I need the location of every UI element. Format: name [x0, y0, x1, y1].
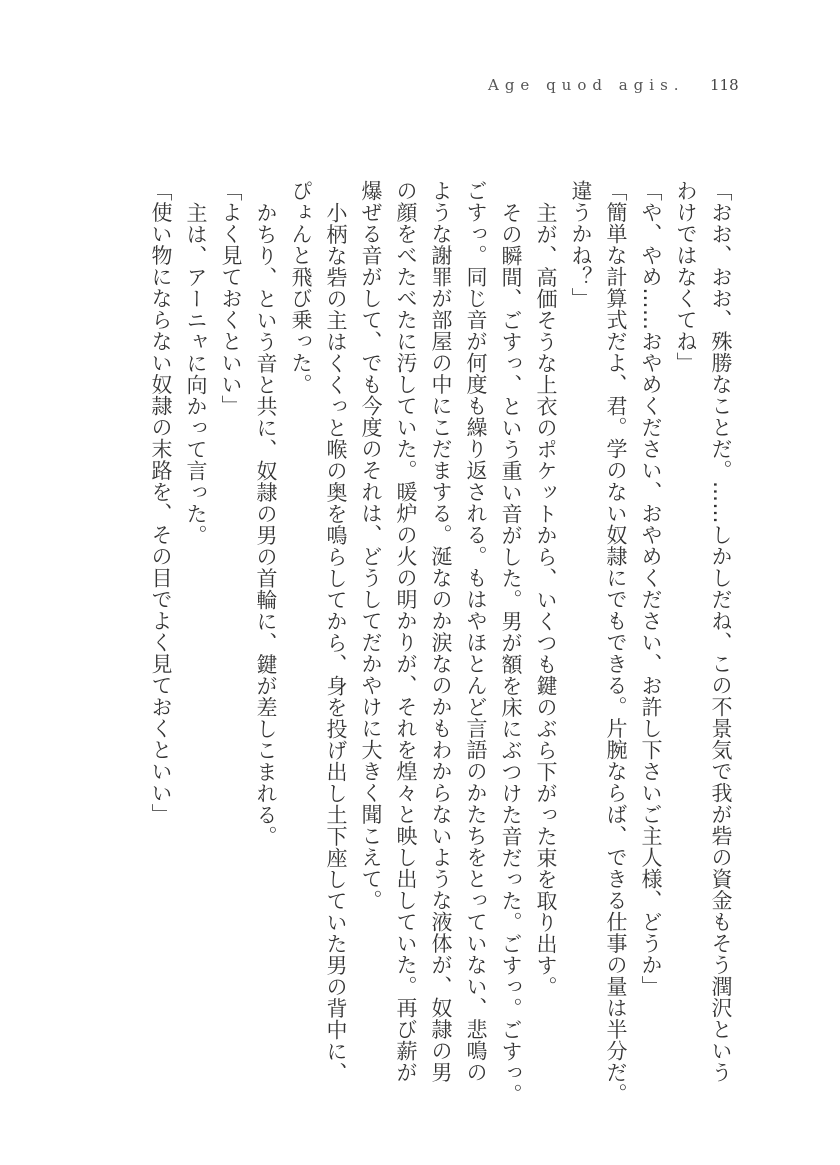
text-line: 違うかね？」 — [569, 180, 593, 309]
text-line: その瞬間、ごすっ、という重い音がした。男が額を床にぶつけた音だった。ごすっ。ごすっ。 — [499, 202, 523, 1105]
text-line: 爆ぜる音がして、でも今度のそれは、どうしてだかやけに大きく聞こえて。 — [359, 180, 383, 911]
text-line: ごすっ。同じ音が何度も繰り返される。もはやほとんど言語のかたちをとっていない、悲鳴の — [464, 180, 488, 1083]
page-number: 118 — [710, 76, 739, 94]
text-line: ぴょんと飛び乗った。 — [289, 180, 313, 395]
text-line: 「おお、おお、殊勝なことだ。……しかしだね、この不景気で我が砦の資金もそう潤沢という — [709, 180, 733, 1083]
text-line: かちり、という音と共に、奴隷の男の首輪に、鍵が差しこまれる。 — [254, 202, 278, 847]
text-line: 「使い物にならない奴隷の末路を、その目でよく見ておくといい」 — [149, 180, 173, 825]
text-line: 「簡単な計算式だよ、君。学のない奴隷にでもできる。片腕ならば、できる仕事の量は半分だ。 — [604, 180, 628, 1105]
text-line: 主が、高価そうな上衣のポケットから、いくつも鍵のぶら下がった束を取り出す。 — [534, 202, 558, 998]
text-line: 「や、やめ……おやめください、おやめください、お許し下さいご主人様、どうか」 — [639, 180, 663, 997]
text-line: わけではなくてね」 — [674, 180, 698, 374]
text-line: 小柄な砦の主はくくっと喉の奥を鳴らしてから、身を投げ出し土下座していた男の背中に、 — [324, 202, 348, 1084]
text-line: 「よく見ておくといい」 — [219, 180, 243, 417]
text-line: の顔をべたべたに汚していた。暖炉の火の明かりが、それを煌々と映し出していた。再び薪が — [394, 180, 418, 1083]
running-header-title: Age quod agis. — [488, 76, 685, 94]
text-line: ような謝罪が部屋の中にこだまする。涎なのか涙なのかもわからないような液体が、奴隷の男 — [429, 180, 453, 1083]
body-text — [143, 180, 738, 1105]
text-line: 主は、アーニャに向かって言った。 — [184, 202, 208, 546]
